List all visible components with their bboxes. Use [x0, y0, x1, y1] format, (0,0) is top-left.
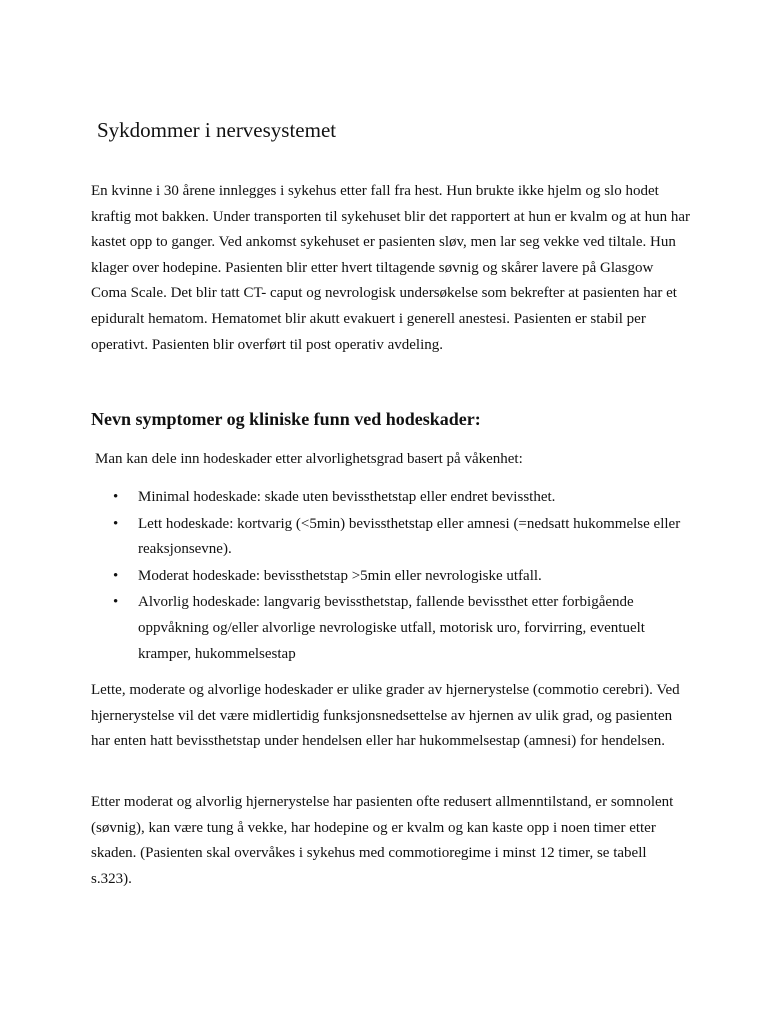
list-item-text: Lett hodeskade: kortvarig (<5min) bevissthetstap eller amnesi (=nedsatt hukommelse eller reaksjonsevne).	[138, 515, 681, 558]
case-paragraph: En kvinne i 30 årene innlegges i sykehus etter fall fra hest. Hun brukte ikke hjelm og slo hodet kraftig mot bakken. Under transporten til sykehuset blir det rapportert at hun er kvalm og at hun har kastet opp to ganger. Ved ankomst sykehuset er pasienten sløv, men lar seg vekke ved tiltale. Hun klager over hodepine. Pasienten blir etter hvert tiltagende søvnig og skårer lavere på Glasgow Coma Scale. Det blir tatt CT- caput og nevrologisk undersøkelse som bekrefter at pasienten har et epiduralt hematom. Hematomet blir akutt evakuert i generell anestesi. Pasienten er stabil per operativt. Pasienten blir overført til post operativ avdeling.	[91, 183, 690, 353]
list-item-text: Moderat hodeskade: bevissthetstap >5min eller nevrologiske utfall.	[138, 567, 542, 584]
list-item	[91, 485, 681, 511]
intro-text: Man kan dele inn hodeskader etter alvorlighetsgrad basert på våkenhet:	[95, 451, 523, 467]
list-item-text: Minimal hodeskade: skade uten bevissthetstap eller endret bevissthet.	[138, 489, 556, 505]
document-title: Sykdommer i nervesystemet	[97, 118, 337, 142]
severity-list	[91, 485, 681, 668]
list-item	[91, 512, 681, 563]
list-item-text: Alvorlig hodeskade: langvarig bevissthetstap, fallende bevissthet etter forbigående oppvåkning og/eller alvorlige nevrologiske utfall, motorisk uro, forvirring, eventuelt kramper, hukommelsestap	[138, 594, 645, 662]
list-item	[91, 590, 681, 667]
section-heading: Nevn symptomer og kliniske funn ved hodeskader:	[91, 409, 481, 429]
bullet-icon: •	[113, 594, 119, 611]
list-item	[91, 564, 681, 590]
aftercare-paragraph: Etter moderat og alvorlig hjernerystelse har pasienten ofte redusert allmenntilstand, er somnolent (søvnig), kan være tung å vekke, har hodepine og er kvalm og kan kaste opp i noen timer etter skaden. (Pasienten skal overvåkes i sykehus med commotioregime i minst 12 timer, se tabell s.323).	[91, 794, 674, 887]
concussion-paragraph: Lette, moderate og alvorlige hodeskader er ulike grader av hjernerystelse (commotio cerebri). Ved hjernerystelse vil det være midlertidig funksjonsnedsettelse av hjernen av ulik grad, og pasienten har enten hatt bevissthetstap under hendelsen eller har hukommelsestap (amnesi) for hendelsen.	[91, 682, 680, 750]
bullet-icon: •	[113, 515, 119, 532]
bullet-icon: •	[113, 489, 119, 505]
bullet-icon: •	[113, 567, 119, 584]
